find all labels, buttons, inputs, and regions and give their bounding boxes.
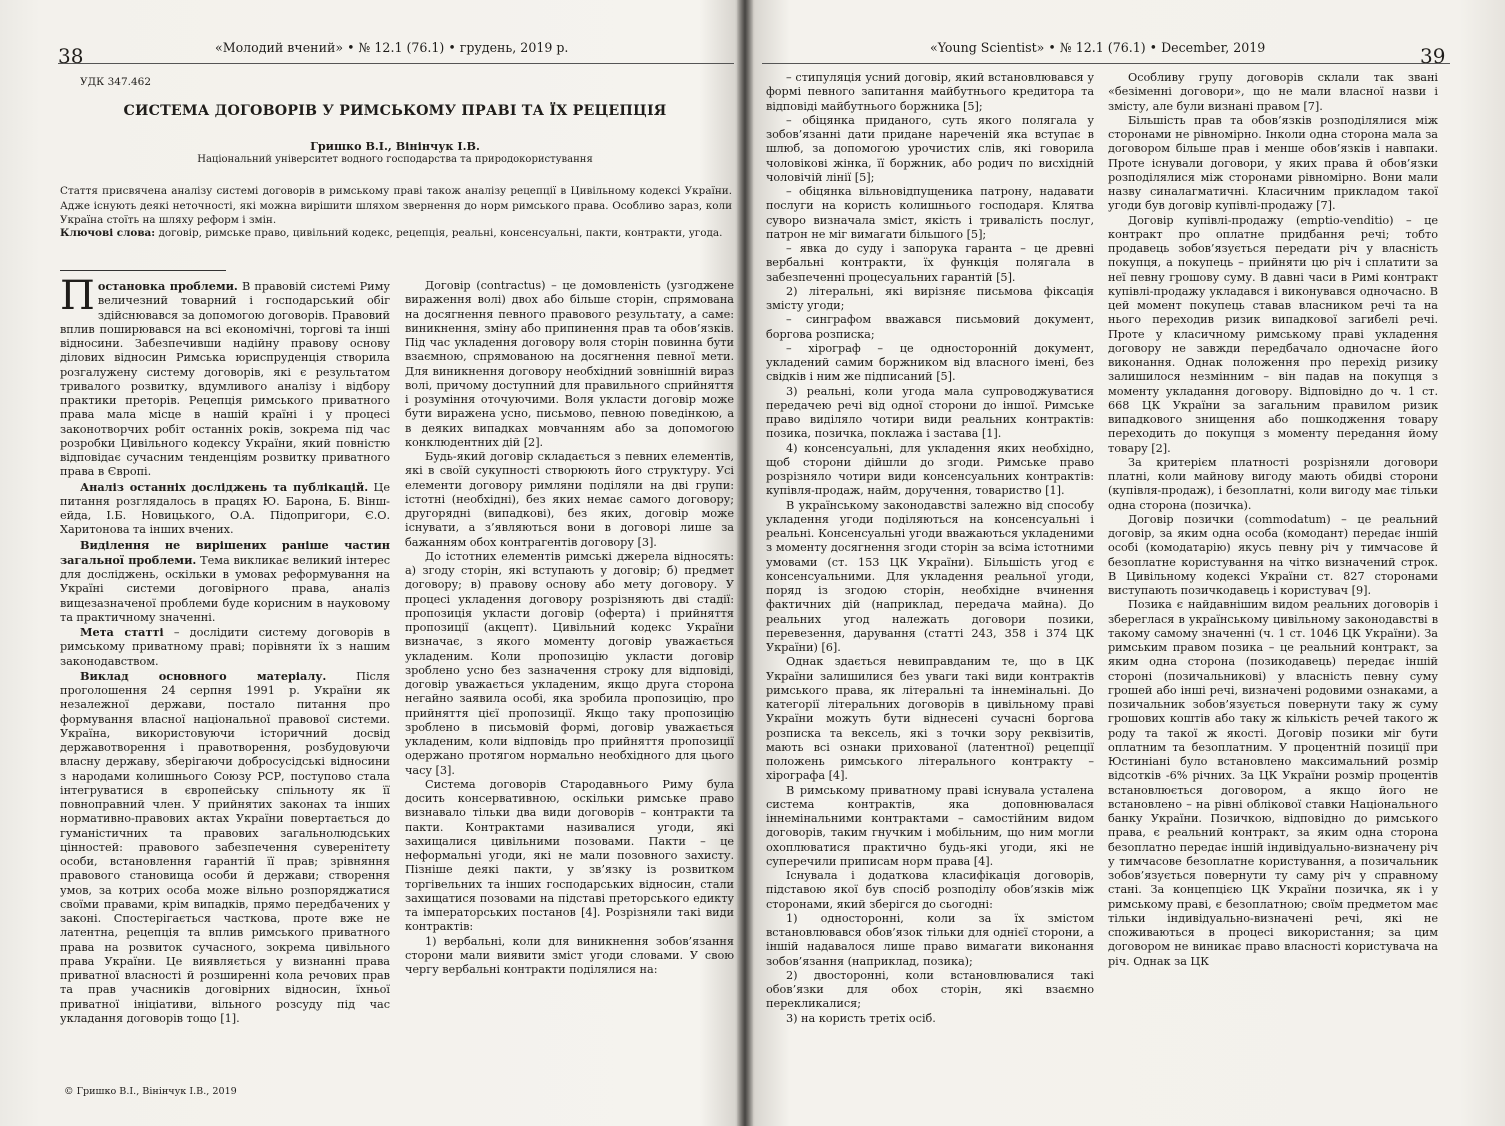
section-lead: Мета статті — [80, 625, 164, 639]
book-spine-shadow — [737, 0, 753, 1126]
keywords-text: договір, римське право, цивільний кодекс, рецепція, реальні, консенсуальні, пакти, контракти, угода. — [158, 227, 723, 239]
paragraph: Договір позички (commodatum) – це реальний договір, за яким одна особа (комодант) передає іншій особі (комодатарію) якусь певну річ у тимчасове й безоплатне користування на чітко визначений строк. В Цивільному кодексі України ст. 827 сторонами виступають позичкодавець і користувач [9]. — [1108, 512, 1438, 597]
paragraph: Система договорів Стародавнього Риму була досить консервативною, оскільки римське право визнавало тільки два види договорів – контракти та пакти. Контрактами називалися угоди, які захищалися цивільними позовами. Пакти – це неформальні угоди, які не мали позовного захисту. Пізніше деякі пакти, у зв’язку із розвитком торгівельних та інших господарських відносин, стали захищатися позовами на підставі преторського едикту та імператорських постанов [4]. Розрізняли такі види контрактів: — [405, 777, 734, 934]
left-running-header: «Молодий вчений» • № 12.1 (76.1) • грудень, 2019 р. — [215, 40, 569, 55]
dropcap: П — [60, 273, 95, 319]
left-column-1 — [60, 273, 391, 1026]
paragraph: – явка до суду і запорука гаранта – це древні вербальні контракти, їх функція полягала в забезпеченні процесуальних гарантій [5]. — [766, 242, 1094, 284]
paragraph: Договір купівлі-продажу (emptio-venditio) – це контракт про оплатне придбання речі; тобто продавець зобов’язується передати річ у власність покупця, а покупець – прийняти цю річ і сплатити за неї певну грошову суму. В давні часи в Римі контракт купівлі-продажу укладався і виконувався одночасно. В цей момент покупець ставав власником речі та на нього переходив ризик випадкової загибелі речі. Проте у класичному римському праві укладення договору не завжди передбачало одночасне його виконання. Однак положення про перехід ризику залишилося незмінним – він падав на покупця з моменту укладання договору. Відповідно до ч. 1 ст. 668 ЦК України за загальним правилом ризик випадкового знищення або пошкодження товару переходить до покупця з моменту передання йому товару [2]. — [1108, 213, 1438, 455]
paragraph: – хірограф – це односторонній документ, укладений самим боржником від власного імені, без свідків і ним же підписаний [5]. — [766, 341, 1094, 384]
paragraph: До істотних елементів римські джерела відносять: а) згоду сторін, які вступають у договір; б) предмет договору; в) правову основу або мету договору. У процесі укладення договору розрізняють дві стадії: пропозиція укласти договір (оферта) і прийняття пропозиції (акцепт). Цивільний кодекс України визначає, з якого моменту договір уважається укладеним. Коли пропозицію укласти договір зроблено усно без зазначення строку для відповіді, договір уважається укладеним, якщо друга сторона негайно заявила особі, яка зробила пропозицію, про прийняття цієї пропозиції. Якщо таку пропозицію зроблено в письмовій формі, договір уважається укладеним, коли відповідь про прийняття пропозиції одержано протягом нормально необхідного для цього часу [3]. — [405, 549, 734, 777]
paragraph: Існувала і додаткова класифікація договорів, підставою якої був спосіб розподілу обов’язків між сторонами, який зберігся до сьогодні: — [766, 869, 1094, 911]
article-authors: Гришко В.І., Вінінчук І.В. — [310, 139, 480, 153]
article-abstract: Стаття присвячена аналізу системі договорів в римському праві також аналізу рецепції в Цивільному кодексі України. Адже існують деякі неточності, які можна вирішити шляхом звернення до норм римського права. Особливо зараз, коли Україна стоїть на шляху реформ і змін. — [60, 185, 732, 227]
paragraph — [60, 480, 390, 538]
paragraph — [60, 625, 390, 669]
paragraph: Будь-який договір складається з певних елементів, які в своїй сукупності створюють його структуру. Усі елементи договору римляни поділяли на дві групи: істотні (необхідні), без яких немає самого договору; другорядні (випадкові), без яких, договір може існувати, а з’являються вони в договорі лише за бажанням обох контрагентів договору [3]. — [405, 450, 734, 549]
paragraph-text: Після проголошення 24 серпня 1991 р. України як незалежної держави, постало питання про формування власної національної правової системи. Україна, використовуючи історичний досвід державотворення і правотворення, розбудовуючи власну державу, зберігаючи добросусідські відносини з народами колишнього Союзу РСР, поступово стала інтегруватися в європейську спільноту як її повноправний член. У прийнятих законах та інших нормативно-правових актах України повертається до гуманістичних та правових загальнолюдських цінностей: правового забезпечення суверенітету особи, встановлення гарантій її прав; зрівняння правового становища особи й держави; створення умов, за котрих особа може вільно розпоряджатися своїми правами, крім випадків, прямо передбачених у законі. Спостерігається часткова, проте вже не латентна, рецепція та вплив римського приватного права на розвиток сучасного, зокрема цивільного права України. Це виявляється у визнанні права приватної власності й розширенні кола речових прав та прав учасників договірних відносин, їхньої приватної ініціативи, вільного розсуду під час укладання договорів тощо [1]. — [60, 669, 390, 1025]
right-page-number: 39 — [1420, 44, 1446, 68]
article-keywords — [60, 226, 732, 241]
right-page — [752, 0, 1505, 1126]
paragraph-text: – дослідити систему договорів в римському приватному праві; порівняти їх з нашим законодавством. — [60, 626, 390, 668]
paragraph-text: Це питання розглядалось в працях Ю. Барона, Б. Віншейда, І.Б. Новицького, О.А. Підопригори, Є.О. Харитонова та інших вчених. — [60, 480, 390, 537]
paragraph: – обіцянка приданого, суть якого полягала у зобов’язанні дати придане нареченій яка вступає в шлюб, за допомогою урочистих слів, які говорила чоловікові жінка, її боржник, або родич по висхідній чоловічій лінії [5]; — [766, 113, 1094, 184]
paragraph: За критерієм платності розрізняли договори платні, коли майнову вигоду мають обидві сторони (купівля-продаж), і безоплатні, коли вигоду має тільки одна сторона (позичка). — [1108, 455, 1438, 512]
right-column-1 — [766, 71, 1094, 1026]
left-column-2 — [405, 279, 734, 977]
paragraph: – синграфом вважався письмовий документ, боргова розписка; — [766, 313, 1094, 341]
paragraph: 3) на користь третіх осіб. — [786, 1011, 936, 1025]
paragraph: Більшість прав та обов’язків розподілялися між сторонами не рівномірно. Інколи одна сторона мала за договором більше прав і менше обов’язків і навпаки. Проте існували договори, у яких права й обов’язки розподілялися між сторонами рівномірно. Вони мали назву синалагматичні. Класичним прикладом такої угоди був договір купівлі-продажу [7]. — [1108, 113, 1438, 213]
article-affiliation: Національний університет водного господарства та природокористування — [197, 154, 593, 165]
paragraph-text: Тема викликає великий інтерес для досліджень, оскільки в умовах реформування на Україні системи договірного права, аналіз вищезазначеної проблеми буде корисним в науковому та практичному значенні. — [60, 553, 391, 624]
paragraph: 1) односторонні, коли за їх змістом встановлювався обов’язок тільки для однієї сторони, а іншій надавалося лише право вимагати виконання зобов’язання (наприклад, позика); — [766, 911, 1094, 968]
paragraph — [60, 538, 390, 626]
left-header-rule — [58, 63, 734, 64]
abstract-separator — [60, 270, 226, 271]
paragraph: В українському законодавстві залежно від способу укладення угоди поділяються на консенсуальні і реальні. Консенсуальні угоди вважаються укладеними з моменту досягнення згоди сторін за всіма істотними умовами (ст. 153 ЦК України). Більшість угод є консенсуальними. Для укладення реальної угоди, поряд із згодою сторін, необхідне вчинення фактичних дій (наприклад, передача майна). До реальних угод належать договори позики, перевезення, дарування (статті 243, 358 і 374 ЦК України) [6]. — [766, 498, 1094, 654]
paragraph: 1) вербальні, коли для виникнення зобов’язання сторони мали виявити зміст угоди словами. У свою чергу вербальні контракти поділялися на: — [405, 934, 734, 976]
section-lead: остановка проблеми. — [97, 279, 238, 293]
paragraph: 2) літеральні, які вирізняє письмова фіксація змісту угоди; — [766, 284, 1094, 312]
paragraph — [60, 669, 390, 1026]
paragraph-text: В правовій системі Риму величезний товарний і господарський обіг здійснювався за допомогою договорів. Правовий вплив поширювався на всі економічні, торгові та інші відносини. Забезпечивши надійну правову основу ділових відносин Римська юриспруденція створила розгалужену систему договорів, які є результатом тривалого розвитку, вдумливого аналізу і відбору практики преторів. Рецепція римського приватного права мала місце в нашій країні і у процесі законотворчих робіт останніх років, зокрема під час розробки Цивільного кодексу України, який повністю відповідає сучасним тенденціям розвитку приватного права в Європі. — [60, 280, 390, 479]
paragraph: – обіцянка вільновідпущеника патрону, надавати послуги на користь колишнього господаря. Клятва суворо визначала зміст, якість і тривалість послуг, патрон не міг вимагати більшого [5]; — [766, 185, 1094, 241]
section-lead: Виклад основного матеріалу. — [80, 668, 327, 683]
paragraph: Позика є найдавнішим видом реальних договорів і збереглася в українському цивільному законодавстві в такому самому значенні (ч. 1 ст. 1046 ЦК України). За римським правом позика – це реальний контракт, за яким одна сторона (позикодавець) передає іншій стороні (позичальникові) у власність певну суму грошей або інші речі, визначені родовими ознаками, а позичальник зобов’язується повернути таку ж суму грошових коштів або таку ж кількість речей такого ж роду та такої ж якості. Договір позики міг бути оплатним та безоплатним. У процентній позиції при Юстиніані було встановлено максимальний розмір відсотків -6% річних. За ЦК України розмір процентів встановлюється договором, а якщо його не встановлено – на рівні облікової ставки Національного банку України. Позичкою, відповідно до римського права, є реальний контракт, за яким одна сторона безоплатно передає іншій індивідуально-визначену річ у тимчасове безоплатне користування, а позичальник зобов’язується повернути ту саму річ у справному стані. За концепцією ЦК України позичка, як і у римському праві, є безоплатною; своїм предметом має тільки індивідуально-визначені речі, які не споживаються в процесі використання; за цим договором не виникає право власності користувача на річ. Однак за ЦК — [1108, 598, 1438, 968]
paragraph: 2) двосторонні, коли встановлювалися такі обов’язки для обох сторін, які взаємно перекликалися; — [766, 968, 1094, 1011]
right-header-rule — [762, 63, 1450, 64]
article-title: СИСТЕМА ДОГОВОРІВ У РИМСЬКОМУ ПРАВІ ТА ЇХ РЕЦЕПЦІЯ — [123, 103, 667, 119]
paragraph: 3) реальні, коли угода мала супроводжуватися передачею речі від одної сторони до іншої. Римське право виділяло чотири види реальних контрактів: позика, позичка, поклажа і застава [1]. — [766, 384, 1094, 441]
keywords-label: Ключові слова: — [60, 227, 156, 239]
right-column-2 — [1108, 71, 1438, 969]
paragraph — [60, 273, 390, 480]
paragraph: 4) консенсуальні, для укладення яких необхідно, щоб сторони дійшли до згоди. Римське право розрізняло чотири види консенсуальних контрактів: купівля-продаж, найм, доручення, товариство [1]. — [766, 441, 1094, 498]
paragraph: Однак здається невиправданим те, що в ЦК України залишилися без уваги такі види контрактів римського права, як літеральні та іннемінальні. До категорії літеральних договорів в цивільному праві України можуть бути віднесені сучасні боргова розписка та вексель, які з точки зору реквізитів, мають всі ознаки прихованої (латентної) рецепції положень римського літерального контракту – хірографа [4]. — [766, 655, 1094, 783]
section-lead: Аналіз останніх досліджень та публікацій. — [80, 479, 369, 494]
left-page — [0, 0, 740, 1126]
udc-code: УДК 347.462 — [80, 76, 152, 88]
section-lead: Виділення не вирішених раніше частин загальної проблеми. — [60, 537, 390, 567]
paragraph: Договір (contractus) – це домовленість (узгоджене вираження волі) двох або більше сторін, спрямована на досягнення певного правового результату, а саме: виникнення, зміну або припинення прав та обов’язків. Під час укладення договору воля сторін повинна бути взаємною, спрямованою на досягнення певної мети. Для виникнення договору необхідний зовнішній вираз волі, причому доступний для правильного сприйняття і розуміння оточуючими. Воля укласти договір може бути виражена усно, письмово, певною поведінкою, а в деяких випадках мовчанням або за допомогою конклюдентних дій [2]. — [405, 279, 734, 449]
paragraph: Особливу групу договорів склали так звані «безіменні договори», що не мали власної назви і змісту, але були визнані правом [7]. — [1108, 71, 1438, 113]
left-page-number: 38 — [58, 44, 84, 68]
copyright-footer: © Гришко В.І., Вінінчук І.В., 2019 — [64, 1086, 237, 1097]
paragraph: В римському приватному праві існувала усталена система контрактів, яка доповнювалася іннемінальними контрактами – самостійним видом договорів, таким гнучким і мобільним, що ним могли охоплюватися практично будь-які угоди, які не суперечили приписам норм права [4]. — [766, 783, 1094, 868]
paragraph: – стипуляція усний договір, який встановлювався у формі певного запитання майбутнього кредитора та відповіді майбутнього боржника [5]; — [766, 71, 1094, 113]
right-running-header: «Young Scientist» • № 12.1 (76.1) • December, 2019 — [930, 40, 1266, 55]
